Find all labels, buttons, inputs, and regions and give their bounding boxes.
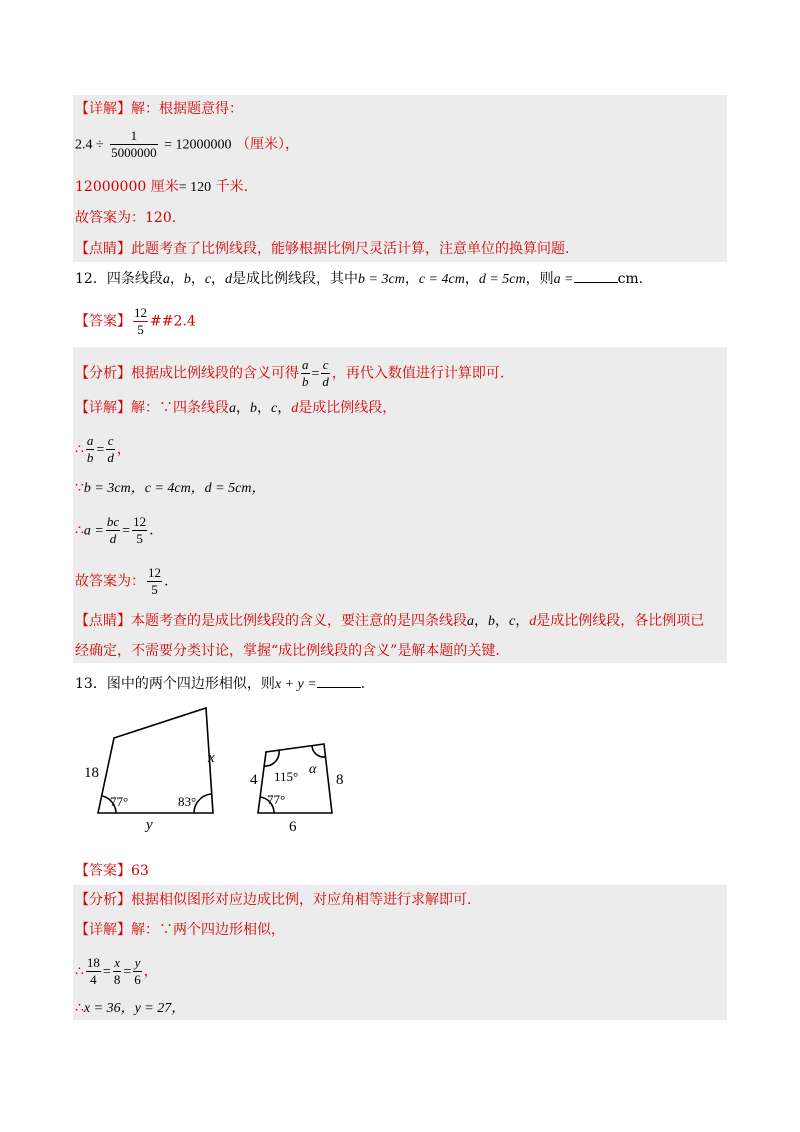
small-angle-alpha-arc: [312, 746, 326, 757]
detail-text-end: 是成比例线段，: [298, 400, 397, 416]
similar-quadrilaterals-figure: [80, 700, 370, 835]
label-angle-77-small: 77°: [267, 792, 286, 807]
sep: ，: [464, 271, 479, 287]
sep: ，: [257, 400, 271, 416]
numerator: c: [107, 433, 114, 448]
var-c: c: [271, 401, 278, 416]
label-x: x: [208, 750, 215, 766]
fraction-a-b: [86, 434, 95, 465]
analysis-text-end: ，再代入数值进行计算即可.: [331, 365, 505, 382]
equals: =: [96, 442, 105, 458]
analysis-tag: 【分析】: [75, 892, 131, 908]
q11-calc-line: [75, 129, 299, 160]
var-d: d: [529, 614, 537, 629]
label-y: y: [146, 817, 153, 833]
because-symbol: ∵: [75, 480, 84, 496]
label-angle-77: 77°: [110, 794, 129, 809]
denominator: 5: [151, 582, 158, 597]
label-alpha: α: [309, 762, 317, 777]
q13-step1: [75, 956, 158, 987]
var-a: a: [467, 614, 474, 629]
sep: ，: [495, 613, 509, 629]
q11-conversion-line: [75, 177, 248, 198]
stem-expression: x + y =: [274, 677, 317, 692]
comment-text-end: 经确定，不需要分类讨论，掌握“成比例线段的含义”是解本题的关键.: [75, 643, 500, 659]
fraction-a-b: [301, 358, 310, 389]
var-c: c: [204, 272, 212, 287]
label-6: 6: [289, 819, 297, 835]
given-values: b = 3cm，c = 4cm，d = 5cm，: [83, 481, 266, 496]
numerator: y: [134, 955, 141, 970]
answer-value: 120.: [145, 210, 177, 226]
answer-blank[interactable]: [317, 673, 361, 688]
fraction-12-5: [132, 515, 147, 546]
sep: ，: [190, 271, 205, 287]
sep: ，: [236, 400, 250, 416]
sep: ，: [169, 271, 184, 287]
stem-c: ，则: [525, 271, 554, 287]
lhs: a =: [83, 523, 104, 539]
denominator: d: [322, 374, 329, 389]
var-c: c: [509, 614, 516, 629]
conv-eq: = 120: [178, 180, 212, 195]
denominator: b: [302, 374, 309, 389]
period: .: [149, 522, 154, 539]
equals: =: [311, 366, 320, 382]
fraction-x-8: [113, 956, 122, 987]
cond-d: d = 5cm: [478, 272, 526, 287]
sep: ，: [515, 613, 530, 629]
q12-stem: [75, 268, 643, 290]
answer-blank[interactable]: [574, 268, 618, 283]
analysis-text: 根据相似图形对应边成比例，对应角相等进行求解即可.: [131, 892, 472, 908]
equals: =: [122, 523, 131, 539]
detail-tag: 【详解】: [75, 101, 131, 117]
label-angle-83: 83°: [178, 794, 197, 809]
q13-step2: [75, 998, 185, 1019]
period: .: [360, 676, 366, 692]
q12-comment-line1: [75, 611, 704, 632]
var-d: d: [291, 401, 299, 416]
equals: =: [123, 964, 132, 980]
comment-text: 此题考查了比例线段，能够根据比例尺灵活计算，注意单位的换算问题.: [131, 241, 570, 257]
denominator: 4: [90, 972, 97, 987]
result-values: x = 36，y = 27，: [83, 1001, 186, 1016]
therefore-symbol: ∴: [75, 441, 84, 458]
var-d: d: [225, 272, 233, 287]
numerator: a: [86, 433, 94, 448]
numerator: bc: [106, 514, 120, 529]
numerator: 12: [134, 305, 147, 320]
comment-text-mid: 是成比例线段，各比例项已: [536, 613, 705, 629]
therefore-symbol: ∴: [75, 963, 84, 980]
q12-comment-line2: [75, 641, 500, 661]
denominator: d: [107, 450, 114, 465]
q13-stem: [75, 673, 365, 695]
large-angle-right-arc: [194, 794, 211, 813]
answer-label: 故答案为：: [75, 210, 145, 226]
q13-analysis-line: [75, 890, 471, 910]
label-4: 4: [250, 772, 258, 788]
q11-answer-line: [75, 208, 176, 228]
denominator: 6: [134, 972, 141, 987]
final-label: 故答案为：: [75, 573, 145, 590]
q12-step2: [75, 478, 265, 499]
fraction-18-4: [86, 956, 101, 987]
denominator: 8: [113, 972, 121, 987]
fraction-12-5: [147, 566, 162, 597]
answer-fraction: [133, 306, 148, 337]
ask: a =: [553, 272, 574, 287]
cond-c: c = 4cm: [418, 272, 465, 287]
calc-numerator: 1: [110, 129, 158, 145]
numerator: 12: [133, 514, 147, 529]
calc-left: 2.4 ÷: [75, 137, 104, 153]
q13-detail-line: [75, 920, 285, 940]
numerator: a: [302, 357, 309, 372]
cond-b: b = 3cm: [358, 272, 405, 287]
sep: ，: [404, 271, 419, 287]
conv-left: 12000000 厘米: [75, 179, 179, 195]
denominator: 5: [137, 322, 144, 337]
var-b: b: [250, 401, 257, 416]
q12-final-answer: [75, 566, 168, 597]
stem-text: 13．图中的两个四边形相似，则: [75, 676, 275, 692]
label-18: 18: [84, 765, 99, 781]
answer-value: 63: [131, 863, 149, 879]
answer-tag: 【答案】: [75, 313, 131, 330]
comma: ，: [116, 441, 131, 458]
comment-text: 本题考查的是成比例线段的含义，要注意的是四条线段: [131, 613, 467, 629]
detail-tag: 【详解】: [75, 922, 131, 938]
q12-step1: [75, 434, 131, 465]
q13-answer-line: [75, 861, 149, 881]
comma: ，: [143, 963, 158, 980]
calc-denominator: 5000000: [111, 145, 157, 160]
sep: ，: [277, 400, 292, 416]
detail-tag: 【详解】: [75, 400, 131, 416]
denominator: d: [109, 531, 117, 546]
therefore-symbol: ∴: [75, 1000, 84, 1016]
q12-analysis-line: [75, 358, 504, 389]
sep: ，: [474, 613, 488, 629]
detail-text: 解：根据题意得：: [131, 101, 243, 117]
calc-result: = 12000000: [164, 137, 232, 153]
label-8: 8: [336, 772, 344, 788]
analysis-text: 根据成比例线段的含义可得: [131, 365, 299, 382]
q12-step3: [75, 515, 154, 546]
fraction-y-6: [133, 956, 142, 987]
label-angle-115: 115°: [274, 769, 299, 784]
numerator: 18: [86, 955, 100, 970]
answer-alt: ##2.4: [150, 313, 196, 330]
period: .: [164, 573, 169, 590]
numerator: 12: [148, 565, 161, 580]
calc-fraction: [110, 129, 158, 160]
detail-text: 解：∵两个四边形相似，: [131, 922, 285, 938]
denominator: b: [86, 450, 94, 465]
answer-tag: 【答案】: [75, 863, 131, 879]
q12-detail-line: [75, 398, 396, 419]
stem-a: 12．四条线段: [75, 271, 163, 287]
fraction-bc-d: [106, 515, 120, 546]
numerator: x: [114, 955, 120, 970]
therefore-symbol: ∴: [75, 522, 84, 539]
conv-right: 千米.: [215, 179, 249, 195]
fraction-c-d: [321, 358, 330, 389]
var-b: b: [183, 272, 191, 287]
var-a: a: [229, 401, 236, 416]
calc-unit: （厘米），: [235, 136, 299, 153]
sep: ，: [211, 271, 226, 287]
denominator: 5: [136, 531, 143, 546]
q12-answer-line: [75, 306, 196, 337]
var-b: b: [488, 614, 495, 629]
equals: =: [102, 964, 111, 980]
numerator: c: [322, 357, 329, 372]
unit: cm.: [617, 271, 644, 287]
q11-detail-line: [75, 99, 243, 119]
fraction-c-d: [106, 434, 115, 465]
comment-tag: 【点睛】: [75, 241, 131, 257]
stem-b: 是成比例线段，其中: [232, 271, 359, 287]
var-a: a: [162, 272, 170, 287]
analysis-tag: 【分析】: [75, 365, 131, 382]
detail-text: 解：∵四条线段: [131, 400, 229, 416]
comment-tag: 【点睛】: [75, 613, 131, 629]
q11-comment-line: [75, 239, 569, 259]
